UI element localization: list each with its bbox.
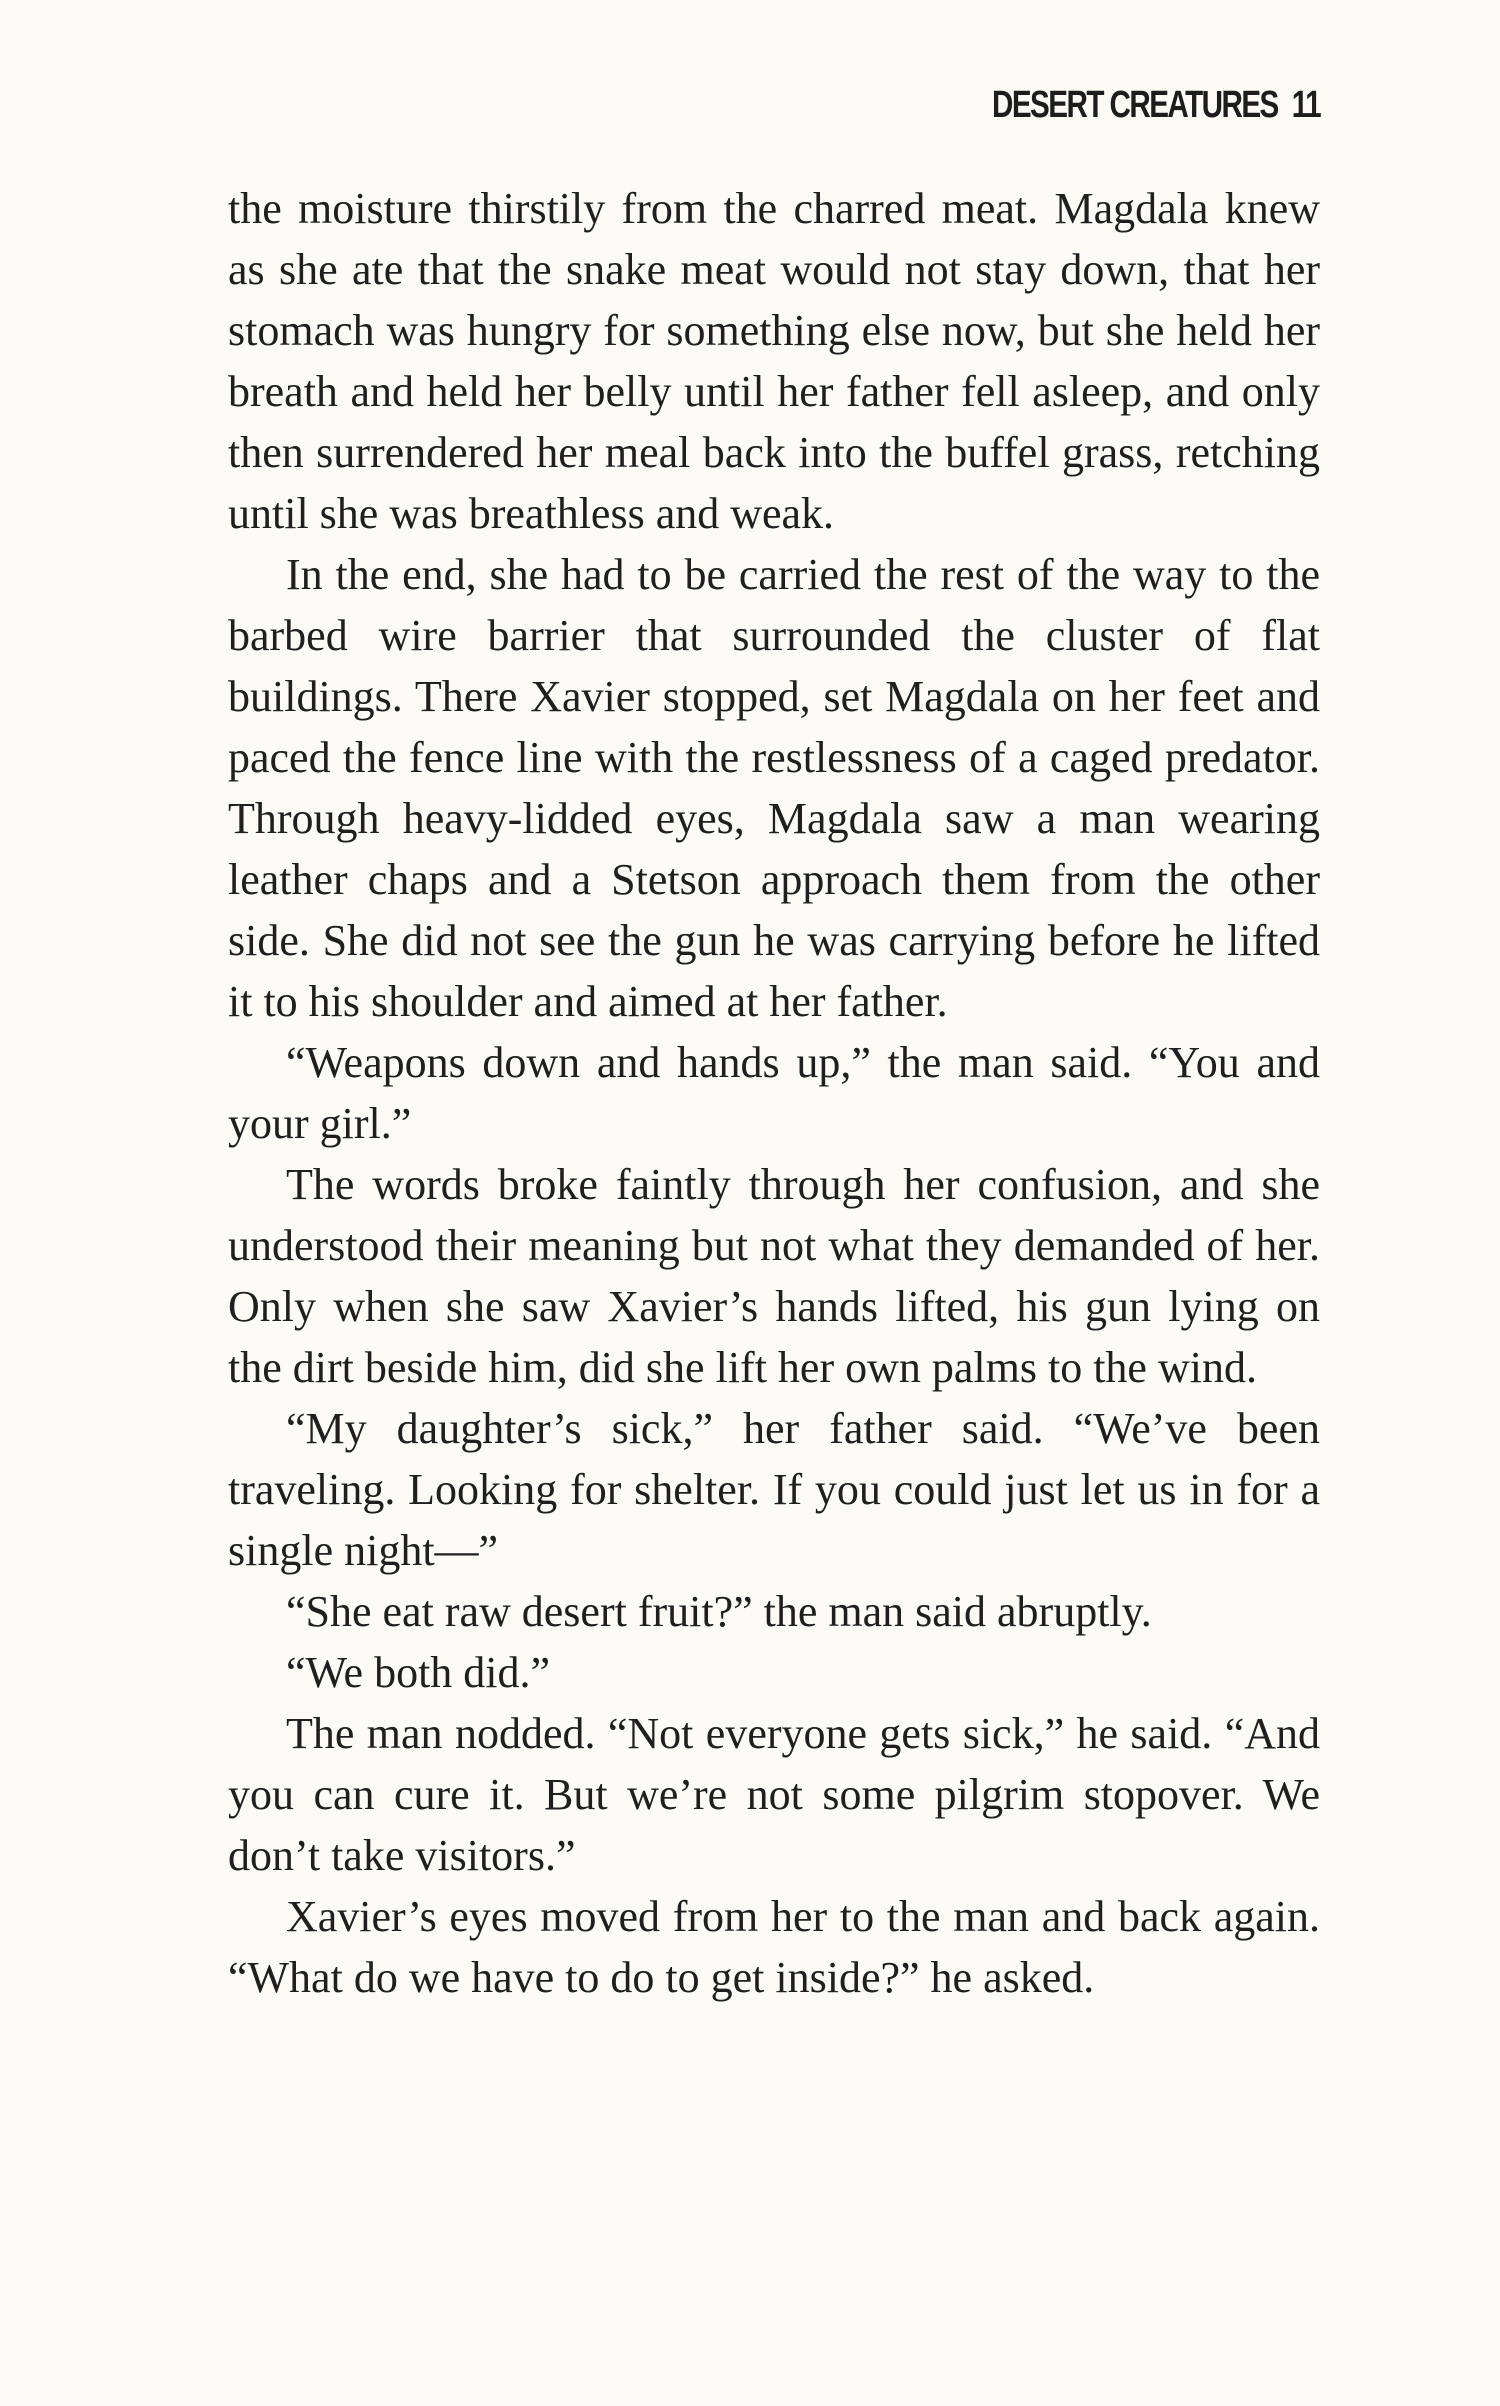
page-number: 11 — [1291, 84, 1320, 126]
body-text — [228, 178, 1320, 2008]
paragraph-2: In the end, she had to be carried the rest of the way to the barbed wire barrier that surrounded the cluster of flat buildings. There Xavier stopped, set Magdala on her feet and paced the fence line with the restlessness of a caged predator. Through heavy-lidded eyes, Magdala saw a man wearing leather chaps and a Stetson approach them from the other side. She did not see the gun he was carrying before he lifted it to his shoulder and aimed at her father. — [228, 550, 1320, 1026]
paragraph-6: “She eat raw desert fruit?” the man said abruptly. — [286, 1587, 1152, 1636]
paragraph-3: “Weapons down and hands up,” the man said. “You and your girl.” — [228, 1038, 1320, 1148]
paragraph-8: The man nodded. “Not everyone gets sick,” he said. “And you can cure it. But we’re not some pilgrim stopover. We don’t take visitors.” — [228, 1709, 1320, 1880]
running-head-title: DESERT CREATURES — [991, 84, 1278, 126]
running-head — [468, 84, 1320, 127]
paragraph-5: “My daughter’s sick,” her father said. “We’ve been traveling. Looking for shelter. If you could just let us in for a single night—” — [228, 1404, 1320, 1575]
paragraph-9: Xavier’s eyes moved from her to the man and back again. “What do we have to do to get inside?” he asked. — [228, 1892, 1320, 2002]
paragraph-7: “We both did.” — [286, 1648, 551, 1697]
paragraph-1: the moisture thirstily from the charred meat. Magdala knew as she ate that the snake meat would not stay down, that her stomach was hungry for something else now, but she held her breath and held her belly until her father fell asleep, and only then surrendered her meal back into the buffel grass, retching until she was breathless and weak. — [228, 184, 1320, 538]
paragraph-4: The words broke faintly through her confusion, and she understood their meaning but not what they demanded of her. Only when she saw Xavier’s hands lifted, his gun lying on the dirt beside him, did she lift her own palms to the wind. — [228, 1160, 1320, 1392]
